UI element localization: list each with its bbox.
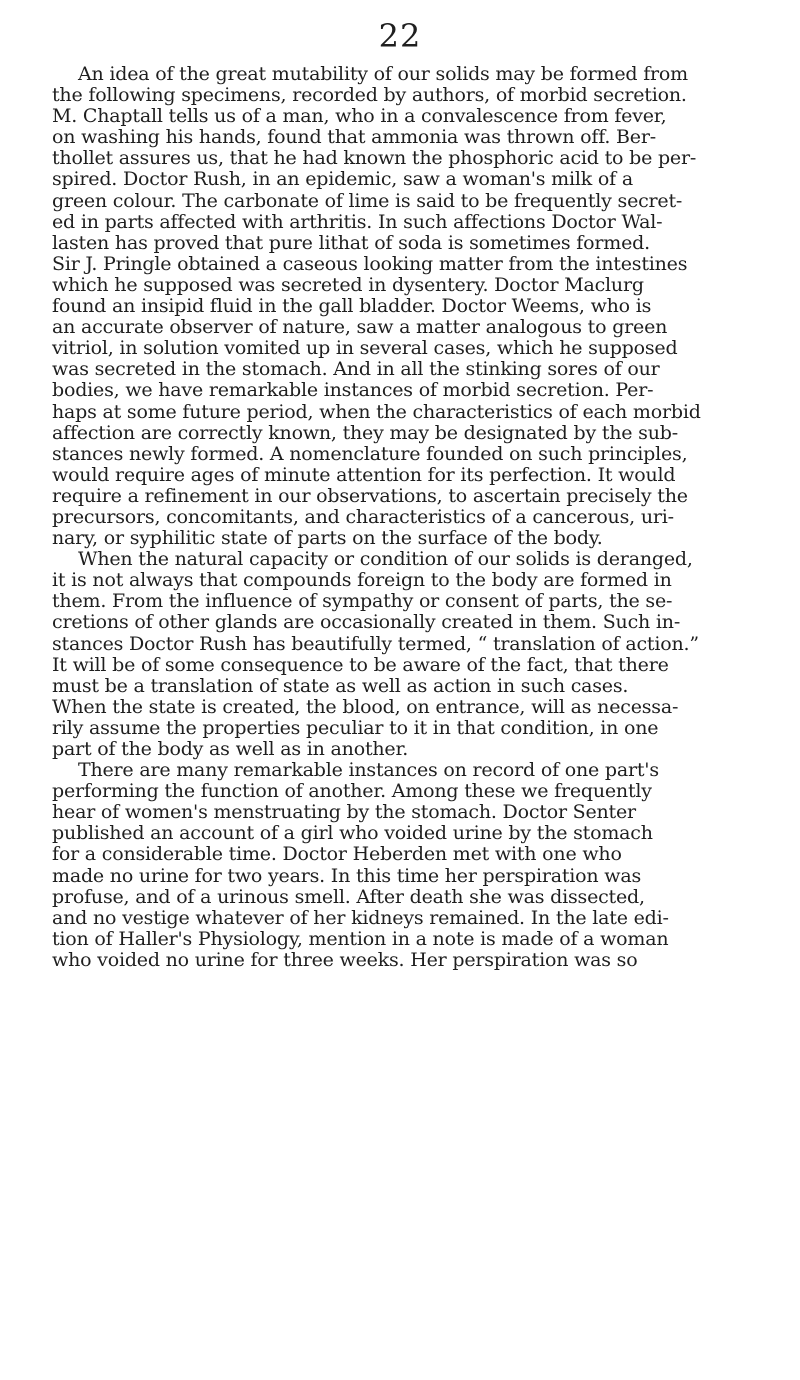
text-line: thollet assures us, that he had known the phosphoric acid to be per- [52,147,697,170]
text-line: and no vestige whatever of her kidneys remained. In the late edi- [52,906,669,929]
text-line: found an insipid fluid in the gall bladder. Doctor Weems, who is [52,295,652,318]
text-line: was secreted in the stomach. And in all the stinking sores of our [52,358,660,381]
text-line: require a refinement in our observations, to ascertain precisely the [52,484,688,507]
text-line: green colour. The carbonate of lime is said to be frequently secret- [52,189,683,212]
text-line: lasten has proved that pure lithat of soda is sometimes formed. [52,231,650,254]
text-line: There are many remarkable instances on record of one part's [78,759,659,782]
text-line: stances Doctor Rush has beautifully termed, “ translation of action.” [52,632,699,655]
text-line: profuse, and of a urinous smell. After death she was dissected, [52,885,645,908]
text-line: spired. Doctor Rush, in an epidemic, saw a woman's milk of a [52,168,633,191]
text-line: bodies, we have remarkable instances of morbid secretion. Per- [52,379,654,402]
text-line: part of the body as well as in another. [52,738,409,760]
page-number: 22 [378,17,422,55]
text-line: ed in parts affected with arthritis. In such affections Doctor Wal- [52,210,663,233]
text-line: stances newly formed. A nomenclature founded on such principles, [52,442,688,465]
body-text [52,64,792,971]
text-line: When the state is created, the blood, on entrance, will as necessa- [52,695,679,718]
text-line: an accurate observer of nature, saw a matter analogous to green [52,316,668,339]
text-line: published an account of a girl who voided urine by the stomach [52,822,653,845]
text-line: for a considerable time. Doctor Heberden met with one who [52,843,622,866]
text-line: the following specimens, recorded by authors, of morbid secretion. [52,84,687,107]
text-line: performing the function of another. Among these we frequently [52,780,652,803]
text-line: nary, or syphilitic state of parts on the surface of the body. [52,527,603,550]
text-line: them. From the influence of sympathy or consent of parts, the se- [52,590,673,613]
text-line: When the natural capacity or condition of our solids is deranged, [78,548,693,571]
text-line: it is not always that compounds foreign to the body are formed in [52,569,672,592]
text-line: affection are correctly known, they may be designated by the sub- [52,421,678,444]
text-line: made no urine for two years. In this time her perspiration was [52,864,642,887]
text-line: tion of Haller's Physiology, mention in a note is made of a woman [52,927,669,950]
text-line: Sir J. Pringle obtained a caseous looking matter from the intestines [52,252,688,275]
text-line: which he supposed was secreted in dysentery. Doctor Maclurg [52,273,644,296]
text-line: precursors, concomitants, and characteristics of a cancerous, uri- [52,505,674,528]
text-line: vitriol, in solution vomited up in several cases, which he supposed [52,337,678,360]
text-line: on washing his hands, found that ammonia was thrown off. Ber- [52,126,656,149]
text-line: hear of women's menstruating by the stomach. Doctor Senter [52,801,636,824]
text-line: must be a translation of state as well as action in such cases. [52,674,629,697]
text-line: It will be of some consequence to be aware of the fact, that there [52,653,669,676]
text-line: who voided no urine for three weeks. Her perspiration was so [52,948,638,971]
text-line: haps at some future period, when the characteristics of each morbid [52,400,701,423]
text-line: rily assume the properties peculiar to it in that condition, in one [52,716,659,739]
text-line: would require ages of minute attention for its perfection. It would [52,463,676,486]
text-line: An idea of the great mutability of our solids may be formed from [78,63,688,85]
text-line: cretions of other glands are occasionally created in them. Such in- [52,611,681,634]
text-line: M. Chaptall tells us of a man, who in a convalescence from fever, [52,105,667,128]
